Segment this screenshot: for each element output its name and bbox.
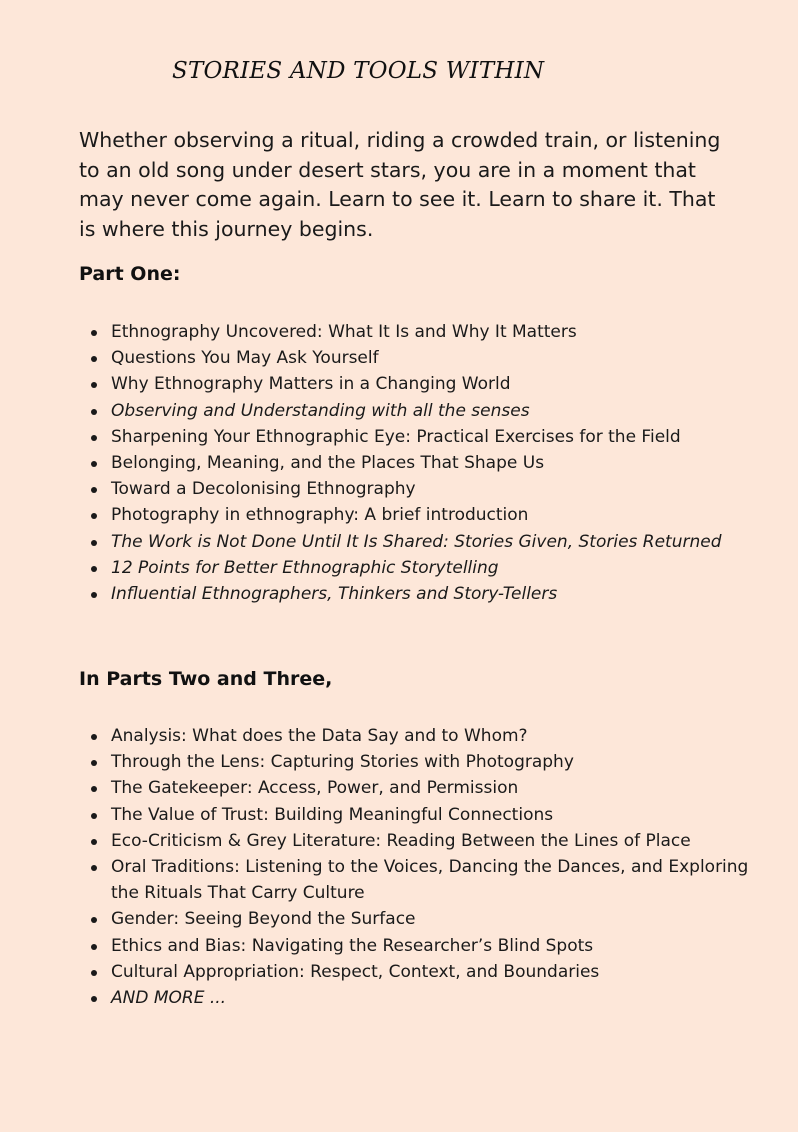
list-item: Belonging, Meaning, and the Places That Shape Us: [111, 450, 771, 476]
list-item: AND MORE ...: [111, 985, 771, 1011]
list-item: Ethics and Bias: Navigating the Researcher’s Blind Spots: [111, 933, 771, 959]
list-item: The Value of Trust: Building Meaningful Connections: [111, 802, 771, 828]
list-item: Observing and Understanding with all the senses: [111, 398, 771, 424]
list-item: Through the Lens: Capturing Stories with Photography: [111, 749, 771, 775]
list-item: The Gatekeeper: Access, Power, and Permission: [111, 775, 771, 801]
part-one-list: [79, 319, 771, 607]
list-item: 12 Points for Better Ethnographic Storytelling: [111, 555, 771, 581]
list-item: Ethnography Uncovered: What It Is and Why It Matters: [111, 319, 771, 345]
list-item: Oral Traditions: Listening to the Voices, Dancing the Dances, and Exploring the Rituals That Carry Culture: [111, 854, 771, 906]
list-item: Eco-Criticism & Grey Literature: Reading Between the Lines of Place: [111, 828, 771, 854]
list-item: Questions You May Ask Yourself: [111, 345, 771, 371]
list-item: Photography in ethnography: A brief introduction: [111, 502, 771, 528]
intro-paragraph: Whether observing a ritual, riding a crowded train, or listening to an old song under desert stars, you are in a moment that may never come again. Learn to see it. Learn to share it. That is where this journey begins.: [79, 128, 721, 241]
list-item: Influential Ethnographers, Thinkers and Story-Tellers: [111, 581, 771, 607]
list-item: Gender: Seeing Beyond the Surface: [111, 906, 771, 932]
part-one-heading: Part One:: [79, 263, 181, 285]
list-item: Toward a Decolonising Ethnography: [111, 476, 771, 502]
list-item: Why Ethnography Matters in a Changing World: [111, 371, 771, 397]
parts-two-three-list: [79, 723, 771, 1011]
list-item: Analysis: What does the Data Say and to Whom?: [111, 723, 771, 749]
list-item: The Work is Not Done Until It Is Shared: Stories Given, Stories Returned: [111, 529, 771, 555]
list-item: Cultural Appropriation: Respect, Context, and Boundaries: [111, 959, 771, 985]
page-title: STORIES AND TOOLS WITHIN: [172, 58, 545, 84]
list-item: Sharpening Your Ethnographic Eye: Practical Exercises for the Field: [111, 424, 771, 450]
parts-two-three-heading: In Parts Two and Three,: [79, 668, 333, 690]
